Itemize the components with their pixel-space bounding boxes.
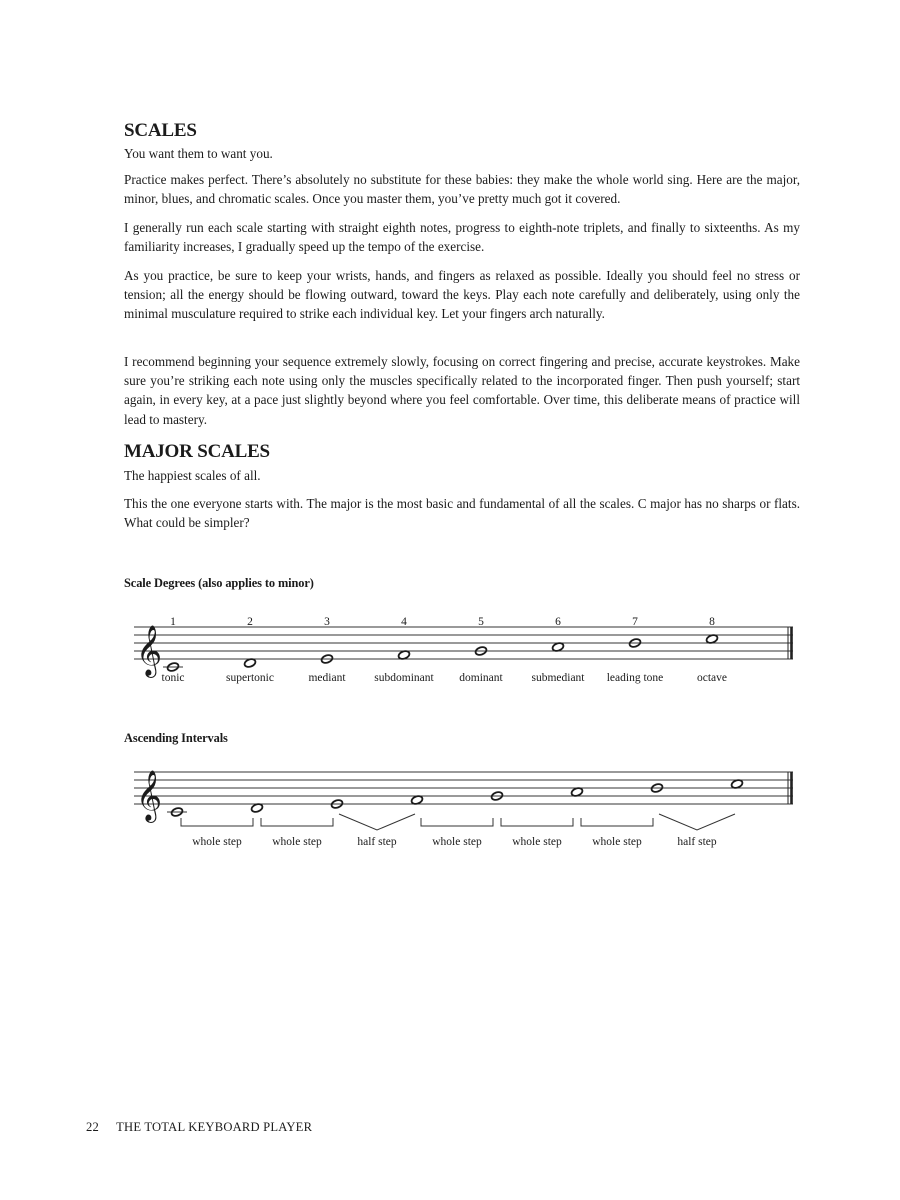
scale-degree-name: leading tone	[606, 672, 664, 684]
interval-label: half step	[677, 836, 717, 848]
scale-degree-number: 7	[632, 616, 638, 628]
scale-degree-name: mediant	[308, 672, 346, 684]
half-step-bracket	[659, 814, 735, 830]
section-heading-major-scales: MAJOR SCALES	[124, 441, 270, 462]
section-subtitle-scales: You want them to want you.	[124, 146, 273, 161]
figure-caption-scale-degrees: Scale Degrees (also applies to minor)	[124, 576, 314, 590]
figure-caption-ascending-intervals: Ascending Intervals	[124, 731, 228, 745]
paragraph: As you practice, be sure to keep your wrists, hands, and fingers as relaxed as possible. Ideally you should feel no stress or tension; all the energy should be flowing outward, toward the keys. Play each note carefully and deliberately, using only the minimal musculature required to strike each individual key. Let your fingers arch naturally.	[124, 268, 800, 322]
scale-degree-number: 2	[247, 616, 253, 628]
interval-label: half step	[357, 836, 397, 848]
section-subtitle-major-scales: The happiest scales of all.	[124, 468, 261, 483]
scale-degree-name: tonic	[161, 672, 185, 684]
scale-degree-number: 1	[170, 616, 176, 628]
interval-label: whole step	[592, 836, 642, 848]
paragraph: I generally run each scale starting with straight eighth notes, progress to eighth-note triplets, and finally to sixteenths. As my familiarity increases, I gradually speed up the tempo of the exercise.	[124, 220, 800, 255]
paragraph: This the one everyone starts with. The major is the most basic and fundamental of all the scales. C major has no sharps or flats. What could be simpler?	[124, 496, 800, 531]
scale-degree-name: submediant	[531, 672, 585, 684]
degrees-treble-clef-icon: 𝄞	[136, 626, 163, 675]
scale-degree-name: dominant	[459, 672, 503, 684]
scale-degree-number: 4	[401, 616, 407, 628]
interval-label: whole step	[512, 836, 562, 848]
interval-label: whole step	[192, 836, 242, 848]
scale-degree-number: 8	[709, 616, 715, 628]
scale-degree-name: supertonic	[226, 672, 274, 684]
page-number: 22	[86, 1120, 99, 1134]
whole-step-bracket	[181, 818, 253, 826]
interval-label: whole step	[432, 836, 482, 848]
scale-degree-name: octave	[696, 672, 728, 684]
page-footer	[86, 1120, 326, 1135]
whole-step-bracket	[581, 818, 653, 826]
scale-degree-number: 6	[555, 616, 561, 628]
scale-degree-number: 5	[478, 616, 484, 628]
whole-step-bracket	[421, 818, 493, 826]
section-heading-scales: SCALES	[124, 120, 197, 141]
paragraph: I recommend beginning your sequence extremely slowly, focusing on correct fingering and precise, accurate keystrokes. Make sure you’re striking each note using only the muscles specifically related to the incorporated finger. Then push yourself; start again, in every key, at a pace just slightly beyond where you feel comfortable. Over time, this deliberate means of practice will lead to mastery.	[124, 354, 800, 427]
book-title: THE TOTAL KEYBOARD PLAYER	[116, 1120, 313, 1134]
whole-step-bracket	[501, 818, 573, 826]
scale-degree-number: 3	[324, 616, 330, 628]
whole-step-bracket	[261, 818, 333, 826]
paragraph: Practice makes perfect. There’s absolutely no substitute for these babies: they make the whole world sing. Here are the major, minor, blues, and chromatic scales. Once you master them, you’ve pretty much got it covered.	[124, 172, 800, 207]
half-step-bracket	[339, 814, 415, 830]
scale-degree-name: subdominant	[374, 672, 434, 684]
intervals-treble-clef-icon: 𝄞	[136, 771, 163, 820]
interval-label: whole step	[272, 836, 322, 848]
